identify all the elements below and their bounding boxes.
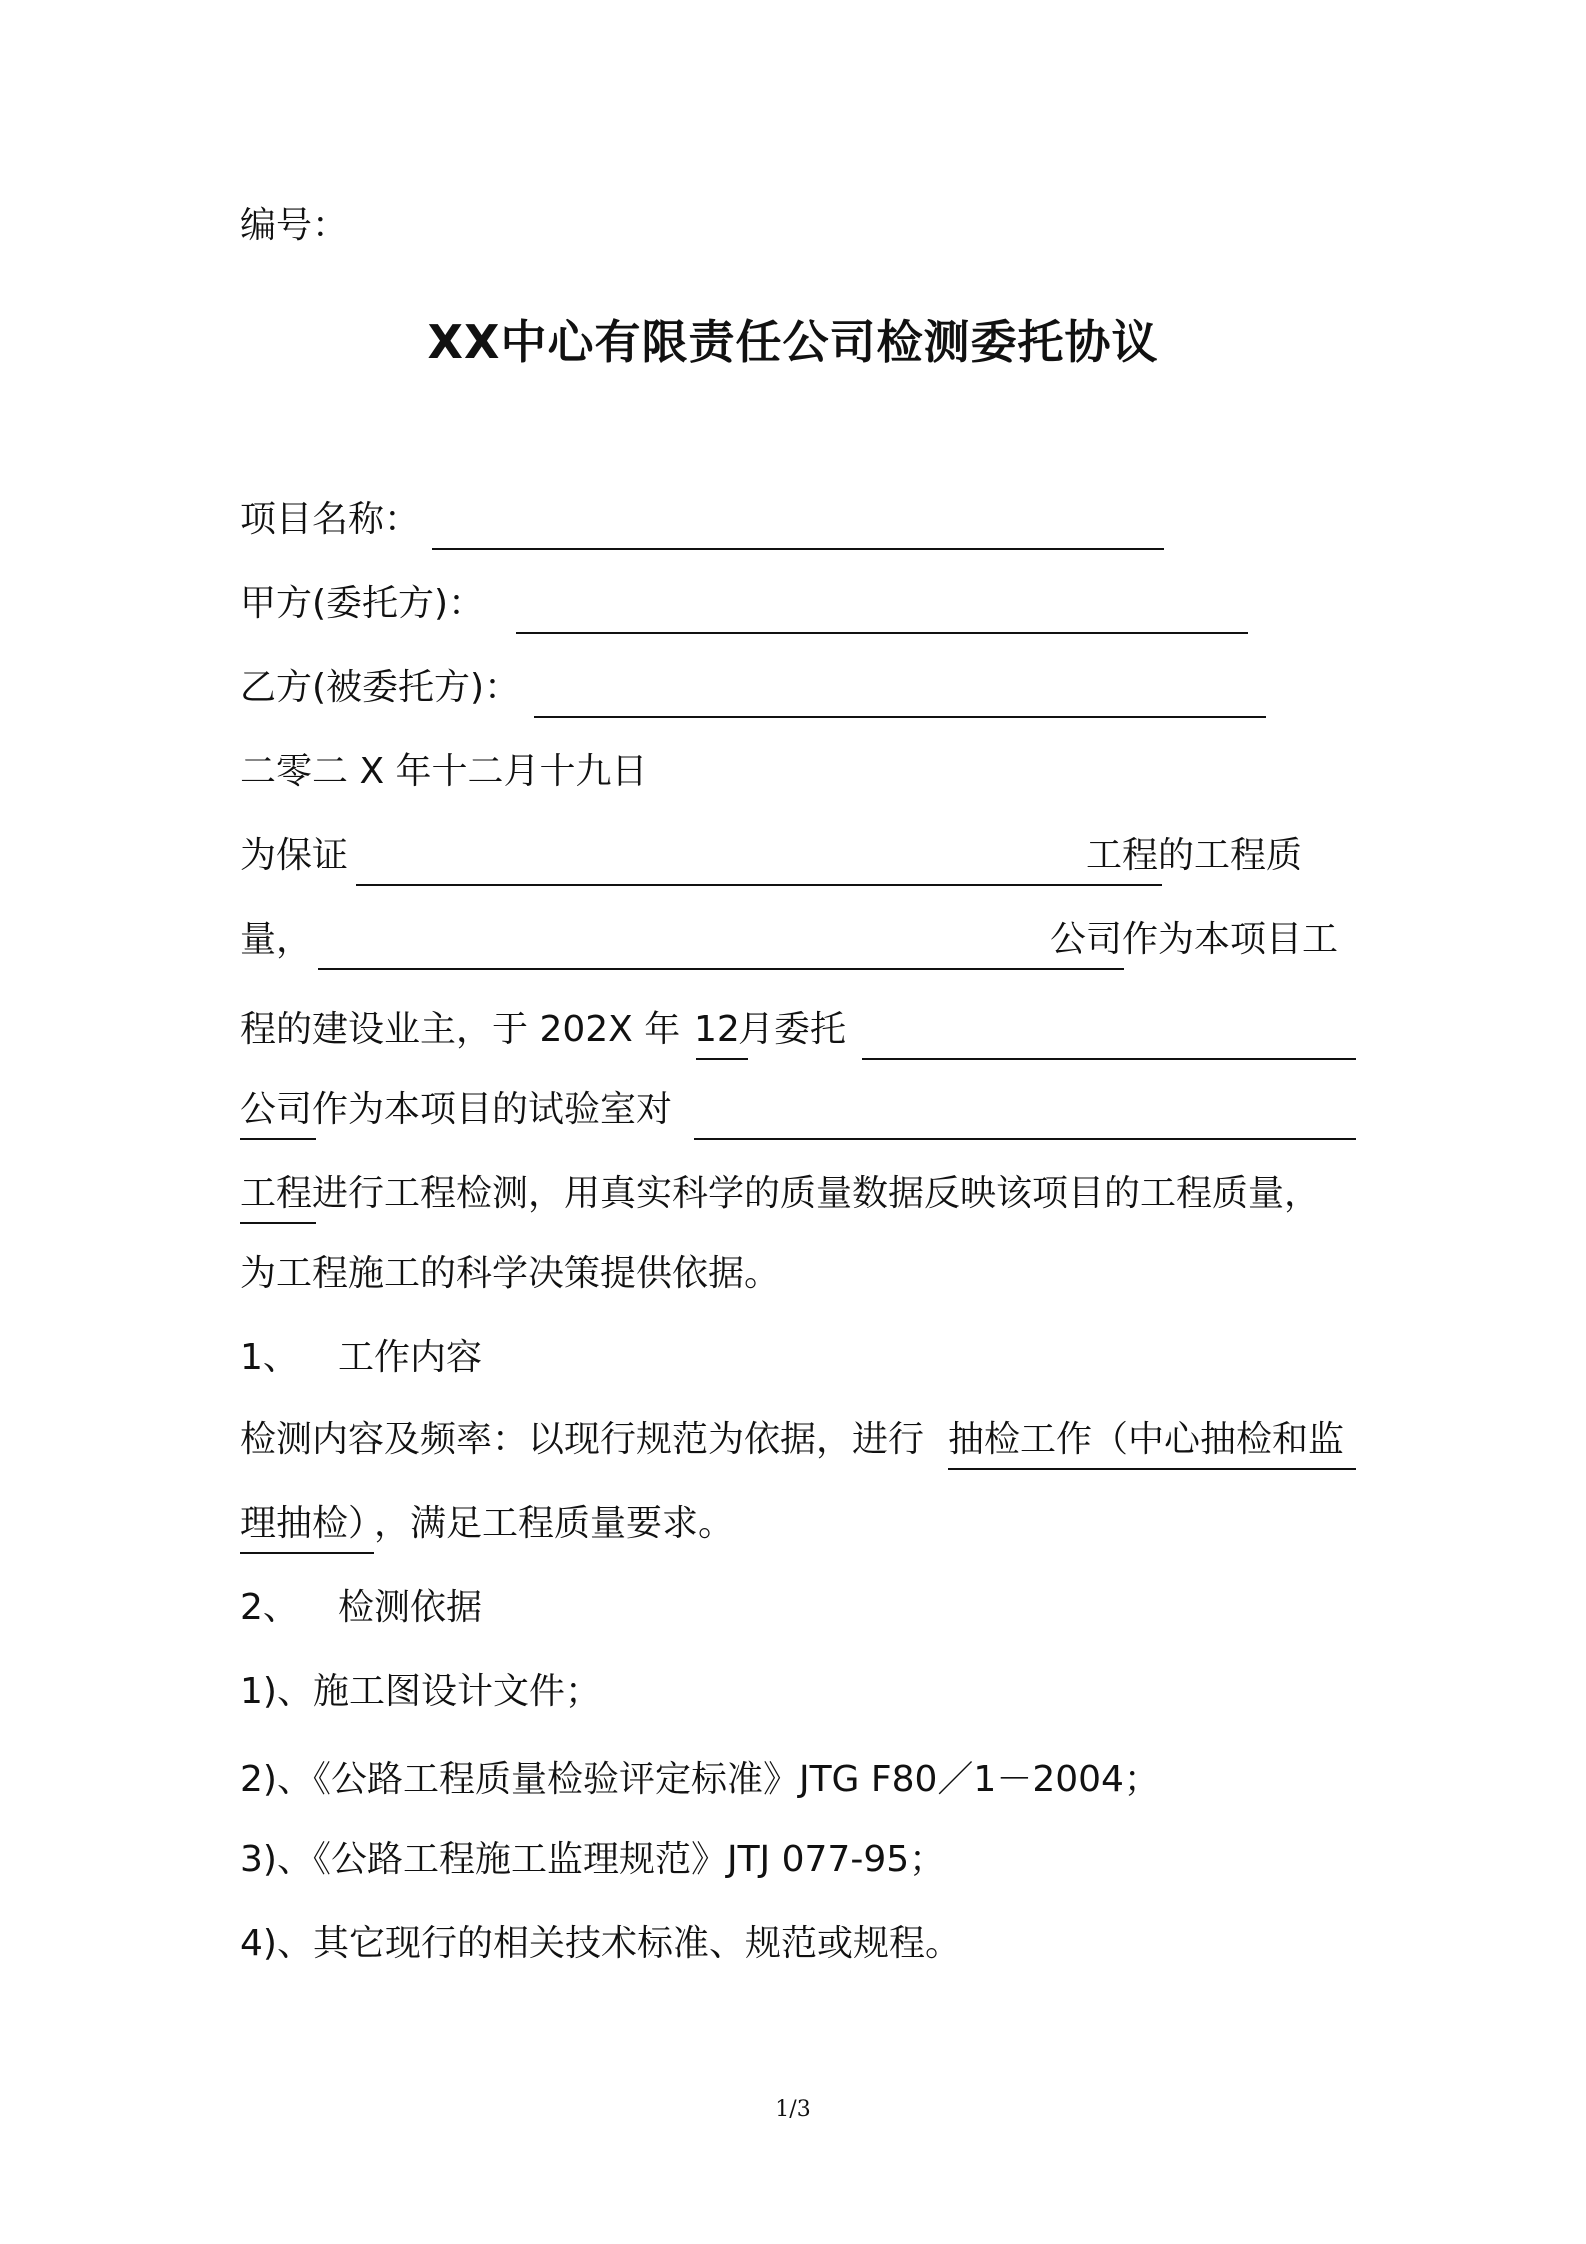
page-number: 1/3 xyxy=(775,2097,811,2122)
body-line-1-start: 为保证 xyxy=(240,835,349,876)
project-name-label: 项目名称： xyxy=(240,499,421,540)
serial-number-label: 编号： xyxy=(240,205,349,246)
inspection-underline-2 xyxy=(240,1552,374,1554)
body-line-3-month: 12 xyxy=(694,1009,740,1050)
agreement-date: 二零二 X 年十二月十九日 xyxy=(240,751,648,792)
project-underline xyxy=(240,1222,316,1224)
section-1-line-1-start: 检测内容及频率：以现行规范为依据，进行 xyxy=(240,1419,925,1460)
basis-item-4: 4)、其它现行的相关技术标准、规范或规程。 xyxy=(240,1923,961,1964)
body-line-2-end: 公司作为本项目工 xyxy=(1050,919,1339,960)
party-a-blank xyxy=(516,632,1248,634)
company-blank-2 xyxy=(862,1058,1356,1060)
company-underline xyxy=(240,1138,316,1140)
party-a-label: 甲方(委托方)： xyxy=(240,583,485,624)
section-2-number: 2、 xyxy=(240,1587,299,1628)
project-blank-1 xyxy=(356,884,1162,886)
basis-item-1: 1)、施工图设计文件； xyxy=(240,1671,601,1712)
party-b-blank xyxy=(534,716,1266,718)
inspection-underline-1 xyxy=(948,1468,1356,1470)
body-line-4: 公司作为本项目的试验室对 xyxy=(240,1089,673,1130)
basis-item-2: 2)、《公路工程质量检验评定标准》JTG F80／1－2004； xyxy=(240,1759,1160,1800)
project-blank-2 xyxy=(694,1138,1356,1140)
company-blank-1 xyxy=(318,968,1124,970)
section-1-line-2-end: ，满足工程质量要求。 xyxy=(374,1503,735,1544)
basis-item-3: 3)、《公路工程施工监理规范》JTJ 077-95； xyxy=(240,1839,946,1880)
body-line-3-end: 月委托 xyxy=(738,1009,847,1050)
body-line-3-start: 程的建设业主，于 202X 年 xyxy=(240,1009,681,1050)
section-1-number: 1、 xyxy=(240,1337,299,1378)
section-1-line-1-end: 抽检工作（中心抽检和监 xyxy=(948,1419,1345,1460)
month-underline xyxy=(696,1058,748,1060)
project-name-blank xyxy=(432,548,1164,550)
document-title: XX中心有限责任公司检测委托协议 xyxy=(427,315,1159,369)
body-line-6: 为工程施工的科学决策提供依据。 xyxy=(240,1253,781,1294)
party-b-label: 乙方(被委托方)： xyxy=(240,667,521,708)
section-1-heading: 工作内容 xyxy=(338,1337,483,1378)
section-2-heading: 检测依据 xyxy=(338,1587,483,1628)
section-1-line-2-start: 理抽检） xyxy=(240,1503,385,1544)
body-line-2-start: 量， xyxy=(240,919,313,960)
body-line-5: 工程进行工程检测，用真实科学的质量数据反映该项目的工程质量， xyxy=(240,1173,1321,1214)
body-line-1-end: 工程的工程质 xyxy=(1086,835,1303,876)
